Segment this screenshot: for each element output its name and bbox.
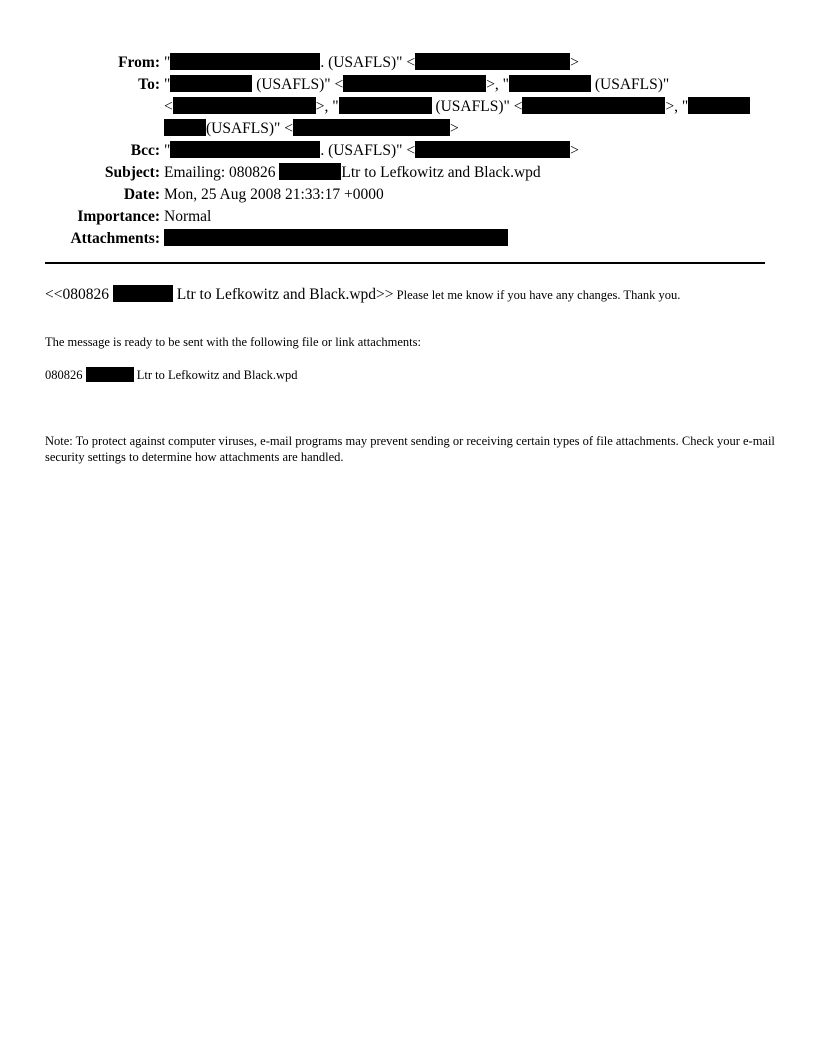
redaction-block xyxy=(688,97,750,114)
redaction-block xyxy=(86,367,134,382)
body-first-line: <<080826 Ltr to Lefkowitz and Black.wpd>> Please let me know if you have any changes. Thank you. xyxy=(45,286,681,303)
importance-label: Importance: xyxy=(77,208,160,225)
redaction-block xyxy=(170,141,320,158)
redaction-block xyxy=(279,163,341,180)
bcc-row xyxy=(0,140,816,162)
importance-value: Normal xyxy=(164,208,212,225)
ready-text: The message is ready to be sent with the following file or link attachments: xyxy=(45,335,421,349)
date-label: Date: xyxy=(123,186,160,203)
to-value: " (USAFLS)" < >, " (USAFLS)" < >, " (USAFLS)" < >, " (USAFLS)" < > xyxy=(164,74,764,140)
to-label: To: xyxy=(138,76,160,93)
redaction-block xyxy=(173,97,316,114)
from-label: From: xyxy=(118,54,160,71)
header-divider xyxy=(45,262,765,264)
subject-value: Emailing: 080826 Ltr to Lefkowitz and Black.wpd xyxy=(164,164,541,181)
redaction-block xyxy=(415,53,570,70)
subject-label: Subject: xyxy=(104,164,160,181)
date-row xyxy=(0,184,816,206)
attachments-label: Attachments: xyxy=(70,230,160,247)
redaction-block xyxy=(509,75,591,92)
from-row xyxy=(0,52,816,74)
bcc-label: Bcc: xyxy=(130,142,160,159)
redaction-block xyxy=(339,97,432,114)
redaction-block xyxy=(164,229,508,246)
attachments-value xyxy=(164,228,764,250)
redaction-block xyxy=(293,119,450,136)
redaction-block xyxy=(415,141,570,158)
redaction-block xyxy=(164,119,206,136)
bcc-value: " . (USAFLS)" < > xyxy=(164,142,579,159)
redaction-block xyxy=(113,285,173,302)
security-note: Note: To protect against computer viruses, e-mail programs may prevent sending or receiving certain types of file attachments. Check your e-mail security settings to determine how attachments are handled. xyxy=(45,434,775,464)
from-value: " . (USAFLS)" < > xyxy=(164,54,579,71)
date-value: Mon, 25 Aug 2008 21:33:17 +0000 xyxy=(164,186,384,203)
subject-row xyxy=(0,162,816,184)
importance-row xyxy=(0,206,816,228)
attachments-row xyxy=(0,228,816,250)
to-row xyxy=(0,74,816,140)
redaction-block xyxy=(170,75,252,92)
redaction-block xyxy=(343,75,486,92)
email-header xyxy=(0,52,816,250)
redaction-block xyxy=(170,53,320,70)
attachment-file-line: 080826 Ltr to Lefkowitz and Black.wpd xyxy=(45,368,298,382)
redaction-block xyxy=(522,97,665,114)
